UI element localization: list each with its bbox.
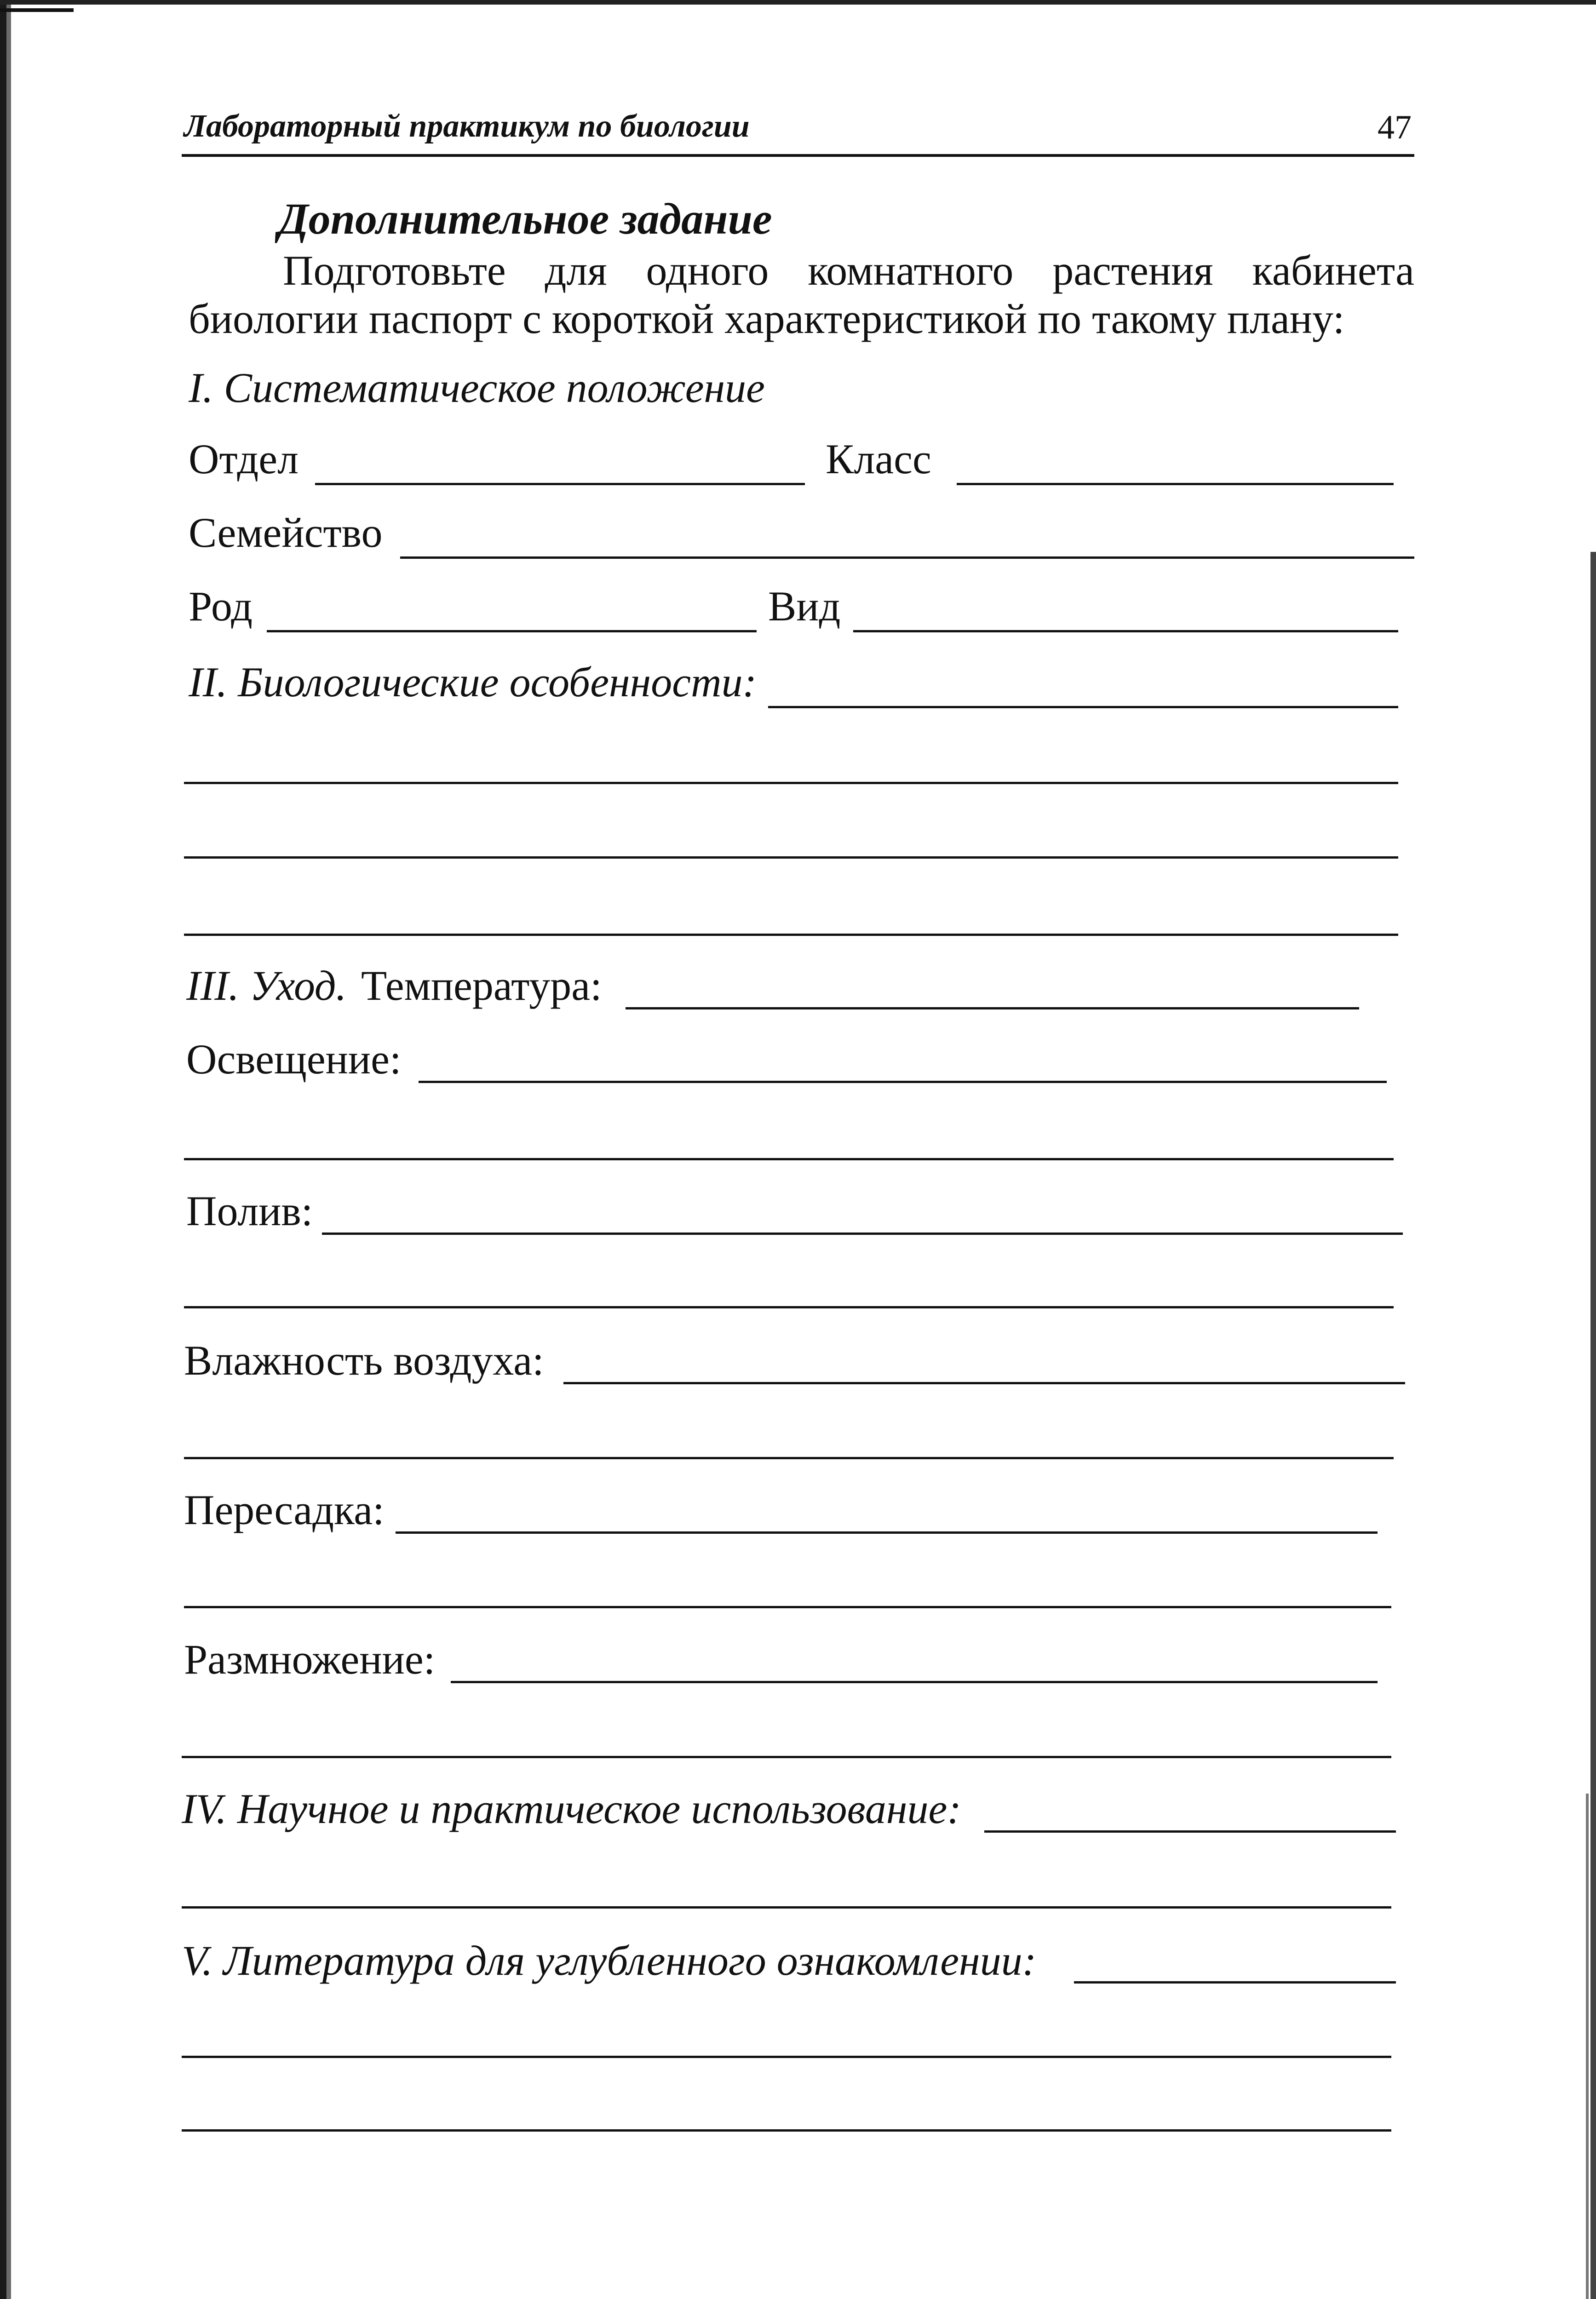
family-label: Семейство — [189, 509, 383, 556]
section-2-title: II. Биологические особенности: — [189, 659, 757, 705]
task-intro-line2: биологии паспорт с короткой характеристикой по такому плану: — [189, 295, 1345, 342]
genus-field[interactable] — [267, 630, 757, 632]
section-1-title: I. Систематическое положение — [189, 364, 765, 411]
header-rule — [182, 154, 1414, 157]
scan-edge-top — [0, 0, 1596, 5]
running-header-title: Лабораторный практикум по биологии — [184, 109, 750, 144]
scan-edge-corner — [0, 8, 74, 12]
watering-field-1[interactable] — [322, 1233, 1403, 1235]
bio-features-field-1[interactable] — [768, 706, 1398, 708]
propagation-field-1[interactable] — [451, 1681, 1378, 1683]
scan-edge-right — [1590, 552, 1596, 2299]
lighting-field-1[interactable] — [419, 1081, 1387, 1083]
humidity-field-1[interactable] — [563, 1382, 1405, 1384]
propagation-label: Размножение: — [184, 1636, 436, 1683]
literature-field-1[interactable] — [1074, 1981, 1396, 1984]
literature-field-3[interactable] — [182, 2129, 1391, 2132]
watering-label: Полив: — [186, 1187, 313, 1234]
class-label: Класс — [826, 436, 931, 482]
transplant-field-2[interactable] — [184, 1606, 1391, 1608]
genus-label: Род — [189, 583, 253, 630]
task-intro-line1: Подготовьте для одного комнатного растения кабинета — [283, 247, 1414, 294]
page-number: 47 — [1378, 109, 1412, 146]
usage-field-1[interactable] — [984, 1830, 1396, 1833]
division-label: Отдел — [189, 436, 299, 482]
bio-features-field-2[interactable] — [184, 782, 1398, 784]
temperature-label: Температура: — [361, 962, 602, 1009]
transplant-field-1[interactable] — [396, 1531, 1378, 1534]
scan-edge-left — [0, 0, 6, 2299]
humidity-field-2[interactable] — [184, 1457, 1394, 1459]
usage-field-2[interactable] — [182, 1906, 1391, 1909]
section-5-title: V. Литература для углубленного ознакомлении: — [182, 1937, 1037, 1984]
section-4-title: IV. Научное и практическое использование: — [182, 1785, 961, 1832]
species-label: Вид — [768, 583, 841, 630]
family-field[interactable] — [400, 556, 1414, 559]
scan-edge-left-shadow — [6, 0, 11, 2299]
bio-features-field-4[interactable] — [184, 934, 1398, 936]
division-field[interactable] — [315, 483, 805, 485]
lighting-field-2[interactable] — [184, 1158, 1394, 1160]
section-3-title: III. Уход. — [186, 962, 347, 1009]
bio-features-field-3[interactable] — [184, 856, 1398, 859]
lighting-label: Освещение: — [186, 1036, 402, 1083]
class-field[interactable] — [957, 483, 1394, 485]
scan-edge-right-shadow — [1586, 1794, 1589, 2299]
literature-field-2[interactable] — [182, 2056, 1391, 2058]
humidity-label: Влажность воздуха: — [184, 1337, 544, 1384]
species-field[interactable] — [853, 630, 1398, 632]
temperature-field[interactable] — [626, 1007, 1359, 1009]
watering-field-2[interactable] — [184, 1306, 1394, 1308]
task-heading: Дополнительное задание — [278, 194, 772, 243]
propagation-field-2[interactable] — [182, 1756, 1391, 1758]
transplant-label: Пересадка: — [184, 1486, 385, 1533]
